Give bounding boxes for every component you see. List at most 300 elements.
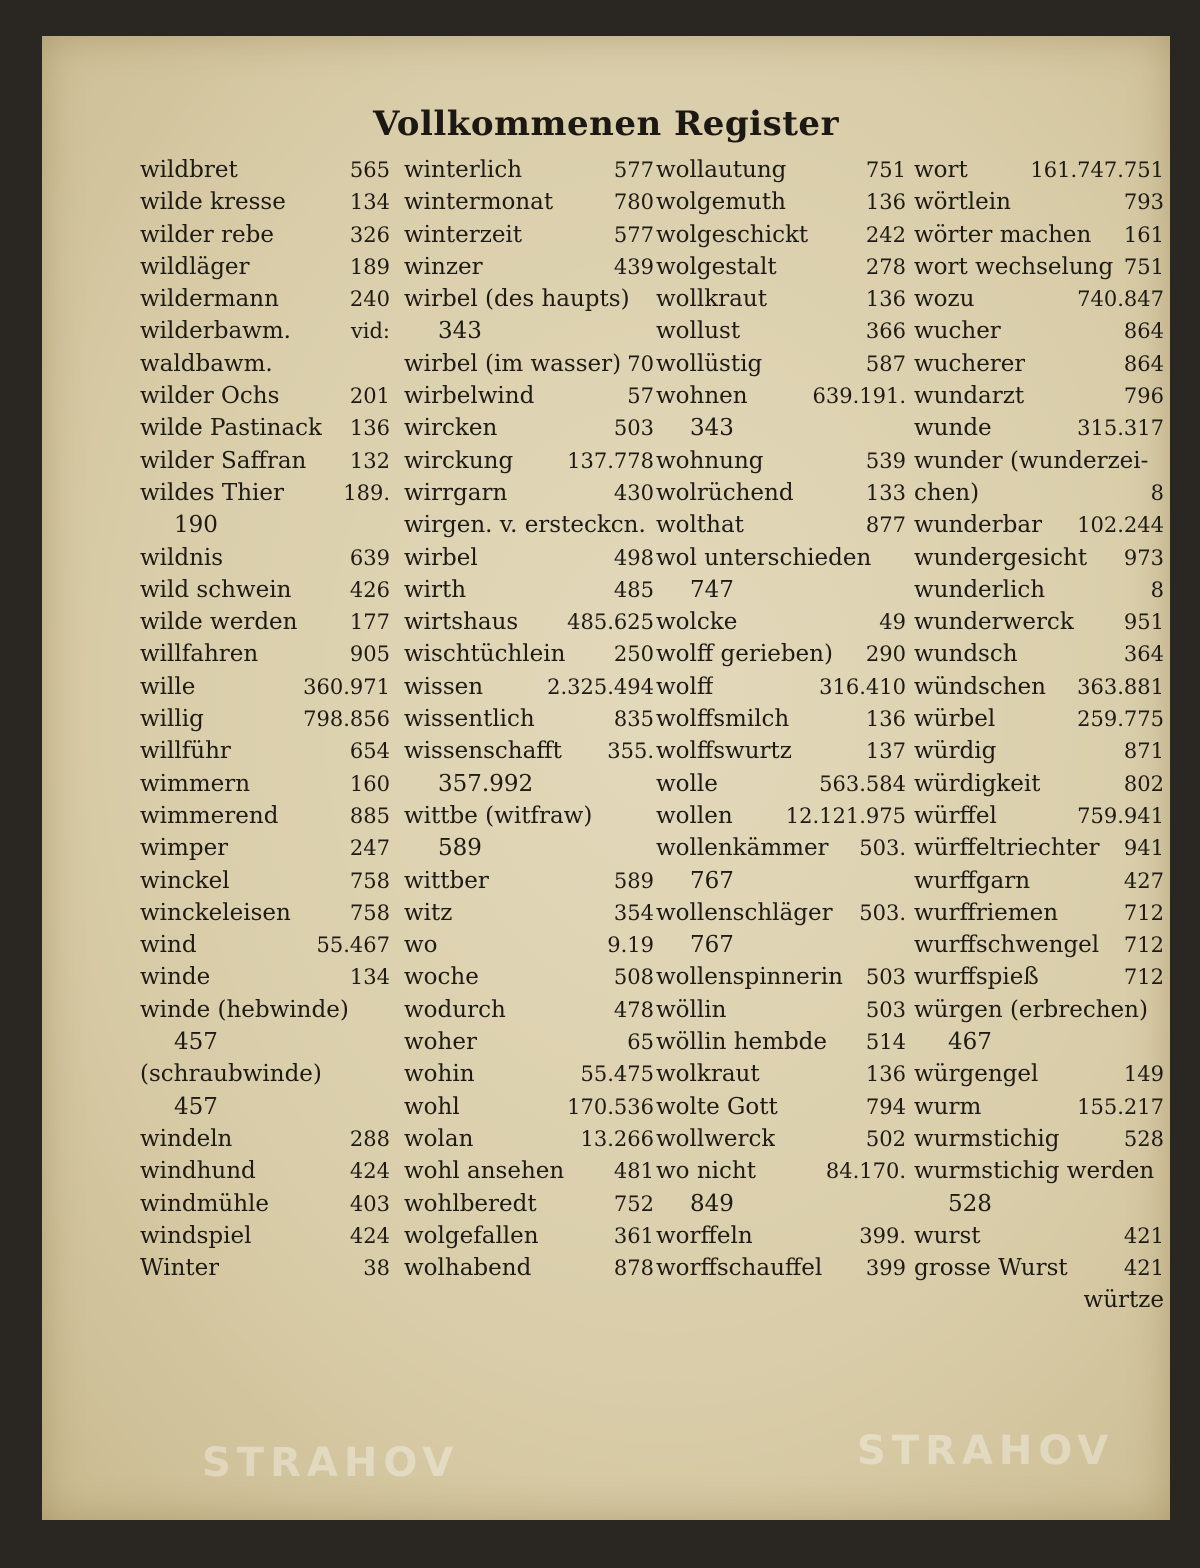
index-entry [140, 283, 390, 315]
index-entry [656, 1058, 906, 1090]
index-entry [914, 1123, 1164, 1155]
index-entry [404, 1123, 654, 1155]
index-term: wissen [404, 673, 484, 700]
index-entry [404, 703, 654, 735]
index-entry [140, 800, 390, 832]
index-page-ref: 55.475 [580, 1062, 654, 1087]
index-page-ref: 871 [1123, 739, 1164, 764]
index-term: Winter [140, 1255, 220, 1282]
index-term: wollenspinnerin [656, 964, 843, 991]
index-page-ref: 189. [343, 480, 390, 505]
index-term: grosse Wurst [914, 1255, 1068, 1282]
index-term: wunderwerck [914, 609, 1074, 636]
index-term: wolgestalt [656, 253, 777, 280]
index-page-ref: 639.191. [812, 384, 906, 409]
index-term: wilder Ochs [140, 383, 280, 410]
index-entry [914, 251, 1164, 283]
index-term: wirtshaus [404, 609, 519, 636]
index-page-ref: 485.625 [567, 610, 654, 635]
index-entry [140, 703, 390, 735]
index-entry [656, 1123, 906, 1155]
index-entry [656, 865, 906, 897]
index-entry [140, 219, 390, 251]
index-entry [404, 606, 654, 638]
index-entry [656, 315, 906, 347]
index-page-ref: 403 [349, 1191, 390, 1216]
index-page-ref: 160 [349, 771, 390, 796]
index-term: wittbe (witfraw) [404, 802, 593, 829]
index-term: wurffriemen [914, 899, 1059, 926]
index-entry [140, 315, 390, 347]
index-entry [404, 477, 654, 509]
index-page-ref: 539 [865, 448, 906, 473]
index-term: wurffgarn [914, 867, 1031, 894]
index-entry [140, 1155, 390, 1187]
index-entry [140, 1220, 390, 1252]
index-page-ref: 155.217 [1077, 1094, 1164, 1119]
index-entry [656, 509, 906, 541]
index-entry [656, 897, 906, 929]
index-page-ref: 502 [865, 1126, 906, 1151]
index-page-ref: 161 [1123, 222, 1164, 247]
index-entry [140, 251, 390, 283]
index-term: wirgen. v. ersteckcn. [404, 512, 646, 539]
index-page-ref: 478 [613, 997, 654, 1022]
index-page-ref: 835 [613, 707, 654, 732]
index-entry [914, 703, 1164, 735]
index-term: willführ [140, 738, 231, 765]
index-page-ref: 639 [349, 545, 390, 570]
index-entry [914, 283, 1164, 315]
index-term: wolff [656, 673, 714, 700]
index-entry [914, 897, 1164, 929]
index-term: wircken [404, 415, 498, 442]
index-column-3 [656, 154, 906, 1284]
index-term: worffschauffel [656, 1255, 823, 1282]
index-page-ref: 136 [349, 416, 390, 441]
index-term: wolgeschickt [656, 221, 809, 248]
index-page-ref: 70 [627, 351, 654, 376]
index-entry [656, 412, 906, 444]
index-entry [656, 1091, 906, 1123]
index-term: würdig [914, 738, 997, 765]
index-term: würgengel [914, 1061, 1039, 1088]
index-term: wolrüchend [656, 479, 794, 506]
index-term: wischtüchlein [404, 641, 566, 668]
index-entry [914, 380, 1164, 412]
index-term: wintermonat [404, 189, 554, 216]
index-entry [140, 1252, 390, 1284]
index-entry [914, 638, 1164, 670]
index-entry [656, 671, 906, 703]
index-term: wurst [914, 1222, 981, 1249]
index-term: wucherer [914, 350, 1026, 377]
index-page-ref: 133 [865, 480, 906, 505]
index-page-ref: 565 [349, 158, 390, 182]
index-term: wohin [404, 1061, 475, 1088]
index-term: 457 [174, 1029, 218, 1056]
index-entry [140, 897, 390, 929]
index-entry [404, 800, 654, 832]
index-page-ref: 589 [613, 868, 654, 893]
index-term: wilde kresse [140, 189, 286, 216]
index-page-ref: 941 [1123, 836, 1164, 861]
index-term: wollwerck [656, 1125, 776, 1152]
index-entry [140, 671, 390, 703]
index-entry [656, 606, 906, 638]
index-entry [914, 348, 1164, 380]
index-entry [914, 445, 1164, 477]
index-page-ref: 424 [349, 1159, 390, 1184]
index-page-ref: 278 [865, 254, 906, 279]
index-page-ref: 55.467 [316, 933, 390, 958]
index-page-ref: 864 [1123, 319, 1164, 344]
index-page-ref: 877 [865, 513, 906, 538]
index-entry [656, 1155, 906, 1187]
index-page-ref: 250 [613, 642, 654, 667]
index-entry [404, 1155, 654, 1187]
index-term: wollenschläger [656, 899, 833, 926]
index-term: wollenkämmer [656, 835, 829, 862]
index-entry [404, 929, 654, 961]
index-entry [656, 1252, 906, 1284]
index-entry [656, 832, 906, 864]
index-term: wodurch [404, 996, 506, 1023]
index-term: würffeltriechter [914, 835, 1100, 862]
index-page-ref: 798.856 [303, 707, 390, 732]
index-page-ref: 134 [349, 190, 390, 215]
index-term: würdigkeit [914, 770, 1041, 797]
index-page-ref: 508 [613, 965, 654, 990]
index-entry [404, 961, 654, 993]
index-page-ref: 134 [349, 965, 390, 990]
index-entry [914, 509, 1164, 541]
index-page-ref: 201 [349, 384, 390, 409]
index-page-ref: 498 [613, 545, 654, 570]
index-entry [656, 638, 906, 670]
index-entry [656, 961, 906, 993]
index-entry [140, 1091, 390, 1123]
index-page-ref: 361 [613, 1223, 654, 1248]
index-entry [656, 1220, 906, 1252]
index-entry [140, 1123, 390, 1155]
index-entry [914, 961, 1164, 993]
index-page-ref: 905 [349, 642, 390, 667]
index-entry [140, 348, 390, 380]
index-page-ref: 712 [1123, 965, 1164, 990]
index-entry [656, 735, 906, 767]
index-page-ref: 481 [613, 1159, 654, 1184]
index-term: wirbelwind [404, 383, 535, 410]
index-term: wöllin [656, 996, 727, 1023]
index-entry [656, 154, 906, 186]
index-entry [914, 800, 1164, 832]
index-page-ref: 439 [613, 254, 654, 279]
index-page-ref: 421 [1123, 1256, 1164, 1281]
index-entry [140, 542, 390, 574]
index-entry [140, 832, 390, 864]
index-term: chen) [914, 479, 980, 506]
index-term: worffeln [656, 1222, 753, 1249]
index-term: wurmstichig werden [914, 1158, 1155, 1185]
index-entry [140, 380, 390, 412]
index-column-1 [140, 154, 390, 1284]
index-page-ref: 399 [865, 1256, 906, 1281]
index-term: wilder rebe [140, 221, 274, 248]
index-entry [404, 412, 654, 444]
index-entry [404, 1220, 654, 1252]
index-page-ref: 577 [613, 158, 654, 182]
index-page-ref: 751 [1123, 254, 1164, 279]
index-entry [404, 574, 654, 606]
index-term: wilderbawm. [140, 318, 291, 345]
index-term: witz [404, 899, 453, 926]
index-page-ref: 752 [613, 1191, 654, 1216]
index-page-ref: 864 [1123, 351, 1164, 376]
index-entry [656, 768, 906, 800]
index-entry [404, 768, 654, 800]
index-term: 528 [948, 1190, 992, 1217]
index-term: 457 [174, 1093, 218, 1120]
index-term: willig [140, 706, 204, 733]
index-entry [656, 1026, 906, 1058]
index-entry [404, 509, 654, 541]
index-entry [140, 768, 390, 800]
index-page-ref: 49 [879, 610, 906, 635]
index-page-ref: 136 [865, 287, 906, 312]
index-term: 589 [438, 835, 482, 862]
index-term: 190 [174, 512, 218, 539]
index-page-ref: 563.584 [819, 771, 906, 796]
index-page-ref: 8 [1150, 480, 1164, 505]
index-page-ref: 796 [1123, 384, 1164, 409]
index-term: wildläger [140, 253, 250, 280]
index-term: würbel [914, 706, 996, 733]
index-entry [914, 477, 1164, 509]
index-page-ref: 577 [613, 222, 654, 247]
index-entry [404, 832, 654, 864]
index-entry [404, 638, 654, 670]
index-page-ref: 240 [349, 287, 390, 312]
index-page-ref: 316.410 [819, 674, 906, 699]
index-term: wimper [140, 835, 229, 862]
index-entry [404, 1252, 654, 1284]
index-term: wo [404, 932, 438, 959]
index-term: wundarzt [914, 383, 1025, 410]
index-page-ref: 102.244 [1077, 513, 1164, 538]
index-entry [656, 574, 906, 606]
index-term: 357.992 [438, 770, 534, 797]
index-term: willfahren [140, 641, 259, 668]
index-term: wildermann [140, 286, 279, 313]
index-page-ref: 740.847 [1077, 287, 1164, 312]
index-term: wissenschafft [404, 738, 562, 765]
index-page-ref: 38 [363, 1256, 390, 1281]
index-entry [404, 445, 654, 477]
index-page-ref: 503. [859, 836, 906, 861]
index-page-ref: 421 [1123, 1223, 1164, 1248]
index-entry [140, 509, 390, 541]
index-term: winckel [140, 867, 230, 894]
index-term: wolle [656, 770, 718, 797]
index-term: wundergesicht [914, 544, 1088, 571]
index-entry [656, 348, 906, 380]
index-entry [404, 380, 654, 412]
index-entry [404, 283, 654, 315]
index-page-ref: 177 [349, 610, 390, 635]
index-page-ref: 363.881 [1077, 674, 1164, 699]
index-entry [140, 412, 390, 444]
index-term: 767 [690, 932, 734, 959]
index-term: wöllin hembde [656, 1029, 828, 1056]
index-term: wolan [404, 1125, 474, 1152]
index-entry [656, 477, 906, 509]
index-page-ref: 503 [613, 416, 654, 441]
index-page-ref: 9.19 [607, 933, 654, 958]
index-term: woche [404, 964, 479, 991]
index-page-ref: 2.325.494 [547, 674, 654, 699]
index-term: wollust [656, 318, 741, 345]
index-entry [914, 186, 1164, 218]
index-page-ref: vid: [350, 319, 390, 344]
index-term: wörter machen [914, 221, 1092, 248]
index-page-ref: 354 [613, 900, 654, 925]
index-entry [656, 703, 906, 735]
index-entry [140, 1058, 390, 1090]
index-entry [914, 671, 1164, 703]
index-entry [140, 1188, 390, 1220]
index-term: winterlich [404, 157, 523, 183]
index-page-ref: 424 [349, 1223, 390, 1248]
index-entry [404, 348, 654, 380]
index-page-ref: 654 [349, 739, 390, 764]
index-entry [914, 735, 1164, 767]
index-term: winzer [404, 253, 483, 280]
index-entry [914, 832, 1164, 864]
catchword: würtze [1083, 1287, 1164, 1314]
index-entry [656, 445, 906, 477]
index-term: wucher [914, 318, 1001, 345]
index-term: wollautung [656, 157, 787, 183]
index-entry [140, 929, 390, 961]
index-page-ref: 161.747.751 [1030, 158, 1164, 182]
index-term: würffel [914, 802, 997, 829]
index-term: wort [914, 157, 968, 183]
index-term: wurm [914, 1093, 982, 1120]
index-page-ref: 366 [865, 319, 906, 344]
index-page-ref: 780 [613, 190, 654, 215]
index-term: wildes Thier [140, 479, 284, 506]
index-term: winterzeit [404, 221, 523, 248]
index-term: wirrgarn [404, 479, 508, 506]
index-page-ref: 430 [613, 480, 654, 505]
index-page-ref: 758 [349, 868, 390, 893]
index-page-ref: 503 [865, 965, 906, 990]
index-term: wörtlein [914, 189, 1011, 216]
index-entry [914, 606, 1164, 638]
index-term: wohl [404, 1093, 460, 1120]
index-page-ref: 503 [865, 997, 906, 1022]
index-entry [914, 412, 1164, 444]
index-page-ref: 13.266 [580, 1126, 654, 1151]
index-term: wort wechselung [914, 253, 1114, 280]
index-page-ref: 65 [627, 1030, 654, 1055]
index-term: waldbawm. [140, 350, 273, 377]
index-entry [404, 154, 654, 186]
index-term: wunderlich [914, 576, 1046, 603]
index-entry [404, 897, 654, 929]
index-entry [914, 994, 1164, 1026]
index-term: wunder (wunderzei- [914, 447, 1149, 474]
index-term: wündschen [914, 673, 1046, 700]
index-page-ref: 247 [349, 836, 390, 861]
index-page-ref: 132 [349, 448, 390, 473]
index-term: wol unterschieden [656, 544, 872, 571]
index-entry [140, 1026, 390, 1058]
index-term: wild schwein [140, 576, 292, 603]
index-term: wollüstig [656, 350, 763, 377]
index-term: wirbel (des haupts) [404, 286, 630, 313]
page-title: Vollkommenen Register [373, 104, 839, 144]
index-term: wolte Gott [656, 1093, 778, 1120]
index-page-ref: 485 [613, 577, 654, 602]
index-term: windmühle [140, 1190, 269, 1217]
index-entry [914, 929, 1164, 961]
index-entry [404, 1091, 654, 1123]
index-entry [404, 219, 654, 251]
index-entry [140, 735, 390, 767]
index-page-ref: 712 [1123, 900, 1164, 925]
index-term: wirckung [404, 447, 514, 474]
index-term: wurmstichig [914, 1125, 1060, 1152]
index-page-ref: 259.775 [1077, 707, 1164, 732]
index-term: wille [140, 673, 196, 700]
index-entry [140, 477, 390, 509]
index-term: wildbret [140, 157, 238, 183]
index-term: wunderbar [914, 512, 1043, 539]
index-term: wolffsmilch [656, 706, 790, 733]
index-term: 747 [690, 576, 734, 603]
index-term: würgen (erbrechen) [914, 996, 1148, 1023]
index-entry [404, 315, 654, 347]
index-page-ref: 136 [865, 1062, 906, 1087]
index-entry [140, 445, 390, 477]
index-entry [140, 154, 390, 186]
index-entry [914, 315, 1164, 347]
index-entry [914, 574, 1164, 606]
index-entry [914, 1058, 1164, 1090]
index-term: wollen [656, 802, 733, 829]
index-entry [404, 1026, 654, 1058]
index-entry [656, 542, 906, 574]
index-entry [914, 1220, 1164, 1252]
index-page-ref: 355. [607, 739, 654, 764]
index-entry [656, 283, 906, 315]
index-term: wimmern [140, 770, 251, 797]
index-page-ref: 137 [865, 739, 906, 764]
index-term: 849 [690, 1190, 734, 1217]
index-entry [914, 1091, 1164, 1123]
index-entry [914, 865, 1164, 897]
index-entry [914, 219, 1164, 251]
index-term: winckeleisen [140, 899, 291, 926]
index-entry [404, 865, 654, 897]
index-entry [914, 1188, 1164, 1220]
index-term: wirbel (im wasser) [404, 350, 622, 377]
index-page-ref: 57 [627, 384, 654, 409]
index-page-ref: 528 [1123, 1126, 1164, 1151]
index-term: wirbel [404, 544, 478, 571]
